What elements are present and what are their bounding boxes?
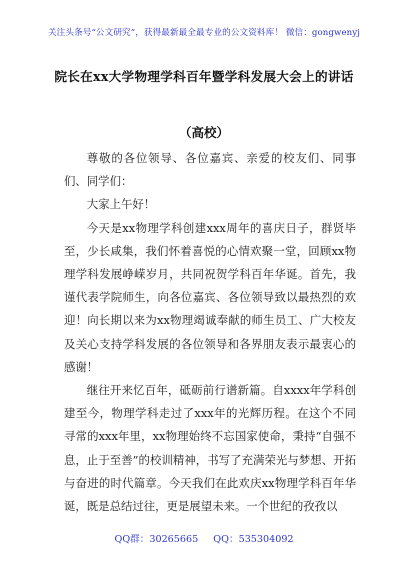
salutation-paragraph: 尊敬的各位领导、各位嘉宾、亲爱的校友们、同事们、同学们：	[64, 151, 356, 189]
body-paragraph: 继往开来忆百年，砥砺前行谱新篇。自xxxx年学科创建至今，物理学科走过了xxx年的光辉历程。在这个不同寻常的xxx年里，xx物理始终不忘国家使命，秉持“自强不息，止于至善”的校训精神，书写了充满荣光与梦想、开拓与奋进的时代篇章。今天我们在此欢庆xx物理学科百年华诞，既是总结过往，更是展望未来。一个世纪的孜孜以	[64, 383, 356, 514]
greeting-paragraph: 大家上午好！	[86, 197, 156, 212]
header-banner: 关注头条号“公文研究”，获得最新最全最专业的公文资料库！ 微信：gongwenyj	[47, 28, 361, 38]
body-paragraph: 今天是xx物理学科创建xxx周年的喜庆日子，群贤毕至，少长咸集，我们怀着喜悦的心情欢聚一堂，回顾xx物理学科发展峥嵘岁月，共同祝贺学科百年华诞。首先，我谨代表学院师生，向各位嘉宾、各位领导致以最热烈的欢迎！向长期以来为xx物理竭诚奉献的师生员工、广大校友及关心支持学科发展的各位领导和各界朋友表示最衷心的感谢！	[64, 220, 356, 374]
footer-qq-group: QQ群：30265665	[114, 534, 199, 545]
document-body	[64, 147, 356, 518]
document-title: 院长在xx大学物理学科百年暨学科发展大会上的讲话	[54, 69, 354, 84]
footer-contacts	[0, 531, 408, 545]
footer-qq: QQ：535304092	[213, 534, 294, 545]
document-subtitle: （高校）	[178, 125, 229, 140]
